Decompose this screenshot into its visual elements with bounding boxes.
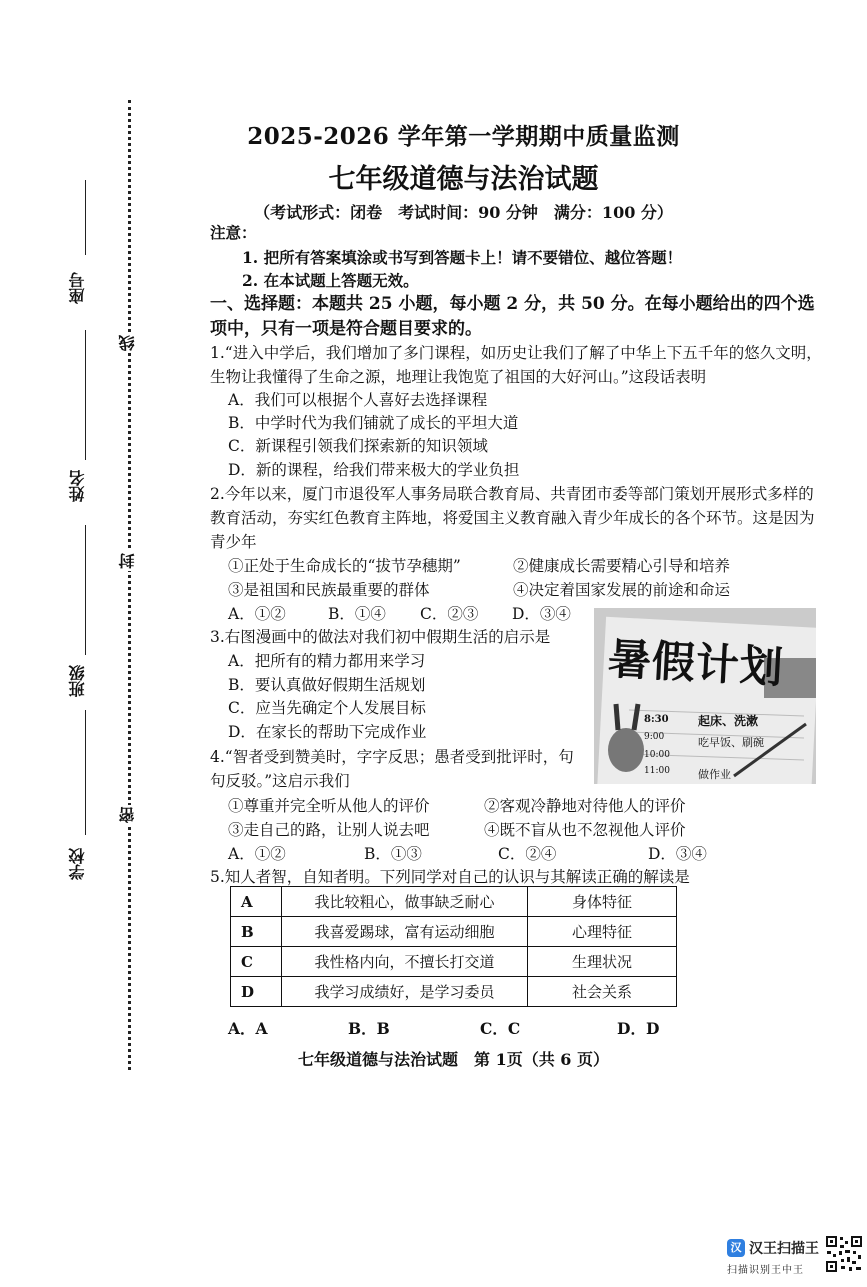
answer-option: A．A (228, 1019, 268, 1038)
table-cell-type: 身体特征 (528, 887, 677, 917)
summer-plan-cartoon (594, 608, 816, 784)
cartoon-time: 8:30 (644, 714, 669, 725)
self-knowledge-table (230, 886, 677, 1007)
question-stem: 句反驳。”这启示我们 (210, 772, 350, 790)
cartoon-entry: 吃早饭、刷碗 (698, 736, 764, 749)
answer-option: C．②④ (498, 845, 557, 863)
page-footer: 七年级道德与法治试题 第 1页（共 6 页） (298, 1050, 609, 1069)
question-stem: 4.“智者受到赞美时，字字反思；愚者受到批评时，句 (210, 748, 574, 766)
statement: ②健康成长需要精心引导和培养 (513, 557, 731, 575)
answer-option: C．②③ (420, 605, 479, 623)
statement: ③是祖国和民族最重要的群体 (228, 581, 430, 599)
question-stem: 生物让我懂得了生命之源，地理让我饱览了祖国的大好河山。”这段话表明 (210, 368, 707, 386)
question-stem: 3.右图漫画中的做法对我们初中假期生活的启示是 (210, 628, 551, 646)
table-cell-type: 生理状况 (528, 947, 677, 977)
question-stem: 青少年 (210, 533, 257, 551)
table-cell-statement: 我比较粗心，做事缺乏耐心 (282, 887, 528, 917)
option: D．在家长的帮助下完成作业 (228, 723, 427, 741)
answer-option: D．③④ (512, 605, 571, 623)
table-row (231, 947, 677, 977)
option: B．要认真做好假期生活规划 (228, 676, 426, 694)
seal-char-feng: 封 (118, 553, 137, 569)
seal-dotted-line (128, 100, 131, 1070)
exam-meta: （考试形式：闭卷 考试时间：90 分钟 满分：100 分） (254, 203, 673, 222)
question-stem: 1.“进入中学后，我们增加了多门课程，如历史让我们了解了中华上下五千年的悠久文明， (210, 344, 822, 362)
answer-option: D．③④ (648, 845, 707, 863)
statement: ③走自己的路，让别人说去吧 (228, 821, 430, 839)
seat-number-label: 座号 (68, 272, 87, 304)
section-heading-cont: 项中，只有一项是符合题目要求的。 (210, 319, 482, 339)
notice-item: 2. 在本试题上答题无效。 (242, 271, 419, 290)
option: B．中学时代为我们铺就了成长的平坦大道 (228, 414, 519, 432)
question-stem: 5.知人者智，自知者明。下列同学对自己的认识与其解读正确的解读是 (210, 868, 690, 886)
name-label: 姓名 (68, 470, 87, 502)
table-cell-statement: 我学习成绩好，是学习委员 (282, 977, 528, 1007)
table-cell-type: 社会关系 (528, 977, 677, 1007)
option: C．应当先确定个人发展目标 (228, 699, 426, 717)
option: A．把所有的精力都用来学习 (228, 652, 426, 670)
table-cell-key: D (231, 977, 282, 1007)
table-cell-key: B (231, 917, 282, 947)
table-cell-statement: 我喜爱踢球，富有运动细胞 (282, 917, 528, 947)
scanner-watermark (727, 1233, 867, 1287)
cartoon-title: 暑假计划 (606, 634, 786, 694)
qr-code-icon (825, 1235, 863, 1273)
seal-char-mi: 密 (118, 807, 137, 823)
school-blank (85, 710, 86, 835)
scanner-tagline: 扫描识别王中王 (727, 1265, 804, 1276)
question-stem: 2.今年以来，厦门市退役军人事务局联合教育局、共青团市委等部门策划开展形式多样的 (210, 485, 814, 503)
cartoon-entry: 做作业 (698, 768, 731, 781)
cartoon-time: 11:00 (644, 766, 670, 776)
cartoon-time: 9:00 (644, 732, 665, 742)
table-row (231, 977, 677, 1007)
notice-item: 1. 把所有答案填涂或书写到答题卡上！请不要错位、越位答题！ (242, 248, 683, 267)
statement: ④既不盲从也不忽视他人评价 (484, 821, 686, 839)
question-stem: 教育活动，夯实红色教育主阵地，将爱国主义教育融入青少年成长的各个环节。这是因为 (210, 509, 815, 527)
exam-term: 2025-2026 学年第一学期期中质量监测 (247, 123, 680, 150)
answer-option: A．①② (228, 605, 286, 623)
scanner-logo-icon: 汉 (727, 1239, 745, 1257)
option: D．新的课程，给我们带来极大的学业负担 (228, 461, 520, 479)
answer-option: B．①③ (364, 845, 422, 863)
statement: ①尊重并完全听从他人的评价 (228, 797, 430, 815)
class-label: 班级 (68, 665, 87, 697)
table-row (231, 887, 677, 917)
cartoon-time: 10:00 (644, 750, 670, 760)
table-cell-key: C (231, 947, 282, 977)
statement: ②客观冷静地对待他人的评价 (484, 797, 686, 815)
answer-option: B．B (348, 1019, 390, 1038)
school-label: 学校 (68, 848, 87, 880)
answer-option: B．①④ (328, 605, 386, 623)
exam-title: 七年级道德与法治试题 (328, 164, 599, 195)
statement: ①正处于生命成长的“拔节孕穗期” (228, 557, 461, 575)
notice-heading: 注意： (210, 223, 257, 242)
option: A．我们可以根据个人喜好去选择课程 (228, 391, 488, 409)
table-cell-statement: 我性格内向，不擅长打交道 (282, 947, 528, 977)
section-heading: 一、选择题：本题共 25 小题，每小题 2 分，共 50 分。在每小题给出的四个选 (210, 294, 815, 314)
table-cell-type: 心理特征 (528, 917, 677, 947)
cartoon-entry: 起床、洗漱 (698, 714, 759, 728)
option: C．新课程引领我们探索新的知识领域 (228, 437, 488, 455)
scanner-brand: 汉王扫描王 (749, 1241, 819, 1257)
table-cell-key: A (231, 887, 282, 917)
answer-option: A．①② (228, 845, 286, 863)
seal-char-xian: 线 (118, 335, 137, 351)
answer-option: C．C (480, 1019, 521, 1038)
name-blank (85, 330, 86, 460)
class-blank (85, 525, 86, 655)
statement: ④决定着国家发展的前途和命运 (513, 581, 731, 599)
table-row (231, 917, 677, 947)
answer-option: D．D (617, 1019, 660, 1038)
